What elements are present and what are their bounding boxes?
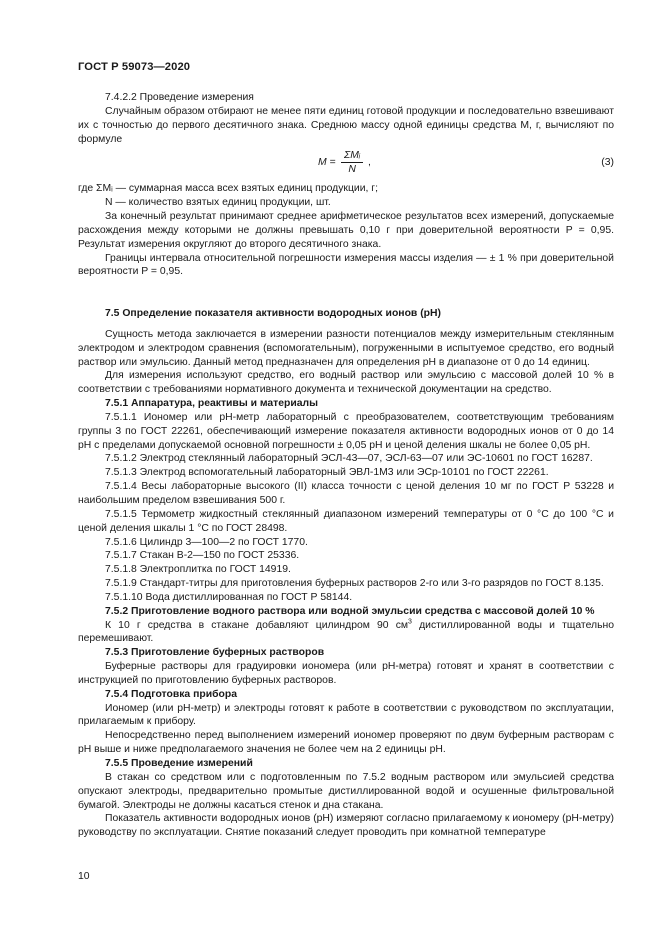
paragraph	[78, 619, 614, 647]
section-heading: 7.5 Определение показателя активности водородных ионов (pH)	[105, 308, 441, 319]
text-run: дистиллированной воды и тщательно перемешивают.	[78, 619, 614, 645]
paragraph: Сущность метода заключается в измерении разности потенциалов между измерительным стеклянным электродом и электродом сравнения (вспомогательным), погруженными в испытуемое средство, его водный раствор или эмульсию. Данный метод предназначен для определения pH в диапазоне от 0 до 14 единиц.	[78, 328, 614, 368]
list-item: 7.5.1.10 Вода дистиллированная по ГОСТ Р 58144.	[105, 591, 353, 603]
paragraph: За конечный результат принимают среднее арифметическое результатов всех измерений, допускаемые расхождения между которыми не должны превышать 0,10 г при доверительной вероятности P = 0,95. Результат измерения округляют до второго десятичного знака.	[78, 211, 614, 250]
list-item: 7.5.1.8 Электроплитка по ГОСТ 14919.	[105, 564, 291, 576]
list-item: 7.5.1.2 Электрод стеклянный лабораторный ЭСЛ-43—07, ЭСЛ-63—07 или ЭС-10601 по ГОСТ 16287.	[105, 453, 593, 465]
list-item: 7.5.1.9 Стандарт-титры для приготовления буферных растворов 2-го или 3-го разрядов по ГОСТ 8.135.	[105, 578, 604, 590]
subsection-heading: 7.5.2 Приготовление водного раствора или водной эмульсии средства с массовой долей 10 %	[105, 605, 595, 617]
paragraph: Границы интервала относительной погрешности измерения массы изделия — ± 1 % при доверительной вероятности P = 0,95.	[78, 252, 614, 278]
paragraph: Показатель активности водородных ионов (pH) измеряют согласно прилагаемому к иономеру (pH-метру) руководству по эксплуатации. Снятие показаний следует проводить при комнатной температуре	[78, 813, 614, 839]
formula-numerator: ΣMᵢ	[341, 149, 363, 163]
section-7422	[78, 91, 614, 279]
list-item: 7.5.1.1 Иономер или pH-метр лабораторный с преобразователем, соответствующим требованиям группы 3 по ГОСТ 22261, обеспечивающий измерение показателя активности водородных ионов от 0 до 14 pH с пределами допускаемой основной погрешности ± 0,05 pH и ценой деления шкалы не более 0,05 pH.	[78, 411, 614, 451]
list-item: 7.5.1.6 Цилиндр 3—100—2 по ГОСТ 1770.	[105, 536, 308, 548]
list-item: 7.5.1.7 Стакан В-2—150 по ГОСТ 25336.	[105, 550, 300, 562]
list-item: 7.5.1.3 Электрод вспомогательный лабораторный ЭВЛ-1М3 или ЭСр-10101 по ГОСТ 22261.	[105, 467, 549, 479]
text-run: К 10 г средства в стакане добавляют цилиндром 90 см	[105, 619, 409, 631]
section-75	[78, 307, 614, 840]
list-item: 7.5.1.4 Весы лабораторные высокого (II) класса точности с ценой деления 10 мг по ГОСТ Р 53228 и наибольшим пределом взвешивания 500 г.	[78, 481, 614, 506]
document-header: ГОСТ Р 59073—2020	[78, 61, 191, 73]
subsection-heading: 7.5.1 Аппаратура, реактивы и материалы	[105, 398, 319, 410]
subsection-heading: 7.5.3 Приготовление буферных растворов	[105, 647, 325, 659]
list-item: 7.5.1.5 Термометр жидкостный стеклянный диапазоном измерений температуры от 0 °C до 100 °C и ценой деления шкалы 1 °C по ГОСТ 28498.	[78, 508, 614, 534]
paragraph: Для измерения используют средство, его водный раствор или эмульсию с массовой долей 10 % в соответствии с требованиями нормативного документа и технической документации на средство.	[78, 370, 614, 396]
subsection-heading: 7.5.4 Подготовка прибора	[105, 688, 238, 700]
formula-trail: ,	[368, 157, 371, 169]
formula-3	[78, 147, 614, 181]
formula-lhs: M =	[318, 157, 336, 169]
equation-number: (3)	[601, 157, 614, 169]
where-clause-2: N — количество взятых единиц продукции, шт.	[105, 197, 331, 209]
where-clause-1: где ΣMᵢ — суммарная масса всех взятых единиц продукции, г;	[78, 183, 378, 195]
page-number: 10	[78, 871, 90, 882]
paragraph: Иономер (или pH-метр) и электроды готовят к работе в соответствии с руководством по эксплуатации, прилагаемым к прибору.	[78, 702, 614, 728]
paragraph: В стакан со средством или с подготовленным по 7.5.2 водным раствором или эмульсией средства опускают электроды, предварительно промытые дистиллированной водой и осушенные фильтровальной бумагой. Электроды не должны касаться стенок и дна стакана.	[78, 771, 614, 811]
formula-denominator: N	[348, 164, 356, 176]
section-heading: 7.4.2.2 Проведение измерения	[105, 92, 254, 103]
formula-fraction	[341, 149, 363, 176]
paragraph: Буферные растворы для градуировки иономера (или pH-метра) готовят и хранят в соответствии с инструкцией по приготовлению буферных растворов.	[78, 661, 614, 686]
superscript: 3	[408, 618, 412, 626]
paragraph: Непосредственно перед выполнением измерений иономер проверяют по двум буферным растворам с pH выше и ниже предполагаемого значения не более чем на 2 единицы pH.	[78, 730, 614, 756]
paragraph: Случайным образом отбирают не менее пяти единиц готовой продукции и последовательно взвешивают их с точностью до первого десятичного знака. Среднюю массу одной единицы средства М, г, вычисляют по формуле	[78, 105, 614, 145]
subsection-heading: 7.5.5 Проведение измерений	[105, 758, 253, 769]
